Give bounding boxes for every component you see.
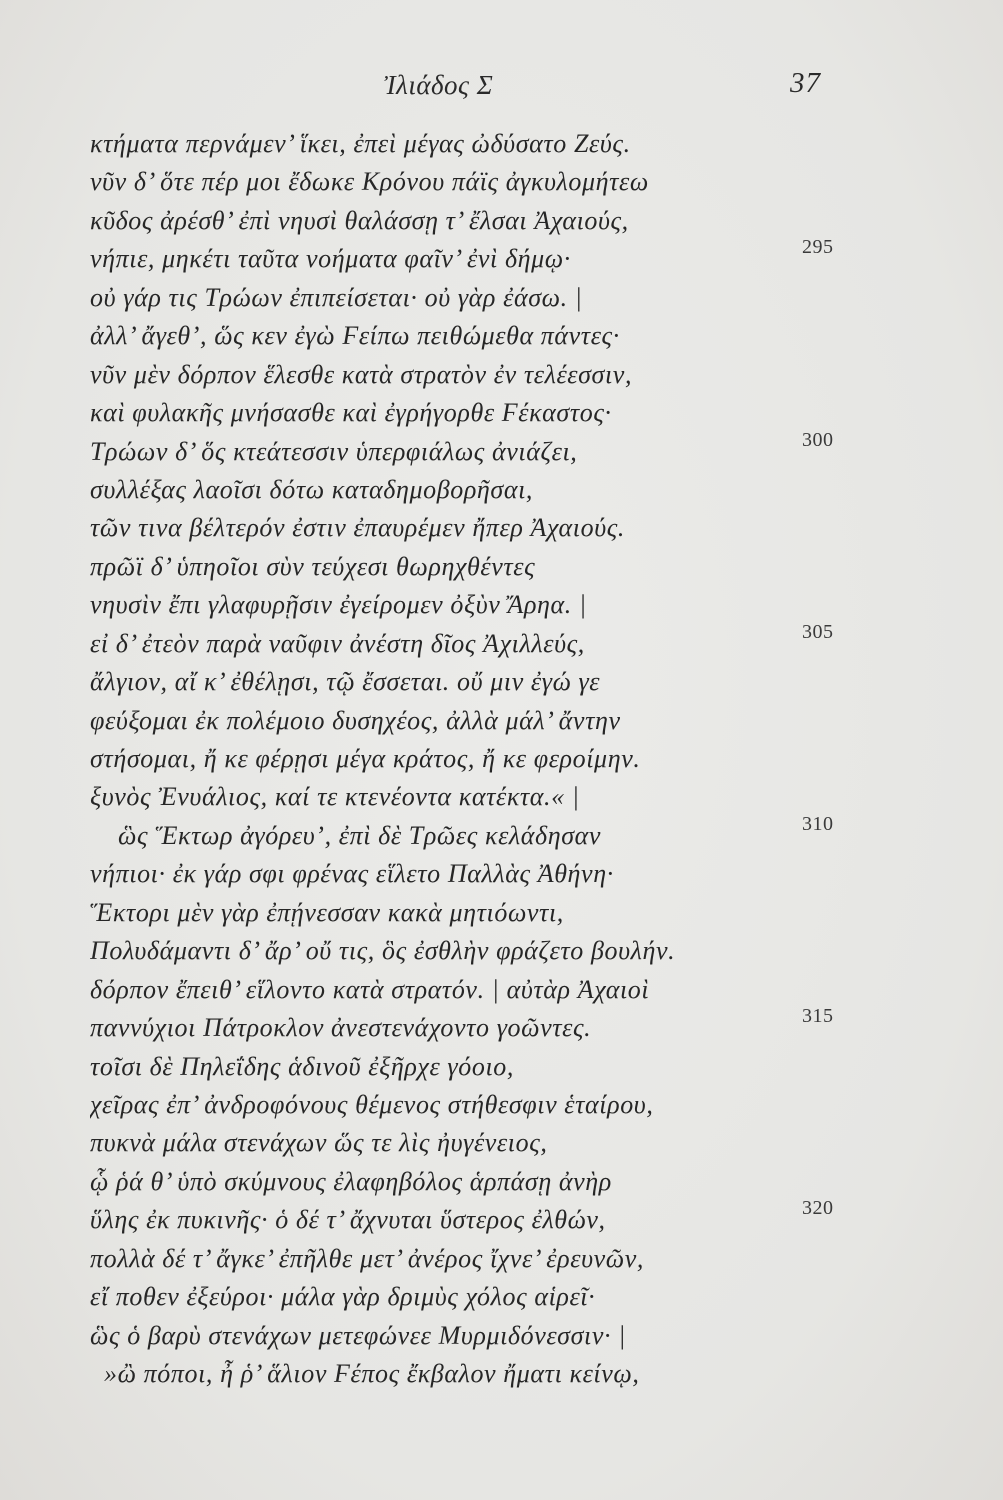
verse-text: ἀλλ’ ἄγεθ’, ὥς κεν ἐγὼ Ϝείπω πειθώμεθα πάντες· bbox=[90, 321, 620, 351]
verse-line bbox=[90, 321, 860, 359]
verse-line bbox=[90, 206, 860, 244]
running-title: Ἰλιάδος Σ bbox=[384, 70, 494, 100]
verse-text: νήπιε, μηκέτι ταῦτα νοήματα φαῖν’ ἐνὶ δήμῳ· bbox=[90, 244, 571, 274]
verse-text: εἰ δ’ ἐτεὸν παρὰ ναῦφιν ἀνέστη δῖος Ἀχιλλεύς, bbox=[90, 628, 585, 658]
verse-line bbox=[90, 428, 860, 475]
verse-text: νηυσὶν ἔπι γλαφυρῇσιν ἐγείρομεν ὀξὺν Ἄρηα. | bbox=[90, 590, 587, 620]
verse-line bbox=[90, 706, 860, 744]
verse-line bbox=[90, 475, 860, 513]
verse-line bbox=[90, 936, 860, 974]
line-number: 300 bbox=[802, 428, 834, 451]
verse-text: κῦδος ἀρέσθ’ ἐπὶ νηυσὶ θαλάσσῃ τ’ ἔλσαι Ἀχαιούς, bbox=[90, 205, 629, 235]
verse-text: νῦν δ’ ὅτε πέρ μοι ἔδωκε Κρόνου πάϊς ἀγκυλομήτεω bbox=[90, 167, 649, 197]
verse-line bbox=[90, 744, 860, 782]
verse-text: πυκνὰ μάλα στενάχων ὥς τε λὶς ἠυγένειος, bbox=[90, 1128, 548, 1158]
line-number: 295 bbox=[802, 236, 834, 259]
verse-line bbox=[90, 129, 860, 167]
verse-line bbox=[90, 1359, 860, 1397]
verse-line bbox=[90, 236, 860, 282]
verse-text: Ἕκτορι μὲν γὰρ ἐπῄνεσσαν κακὰ μητιόωντι, bbox=[90, 897, 564, 927]
verse-text: οὐ γάρ τις Τρώων ἐπιπείσεται· οὐ γὰρ ἐάσω. | bbox=[90, 282, 583, 312]
verse-text: Πολυδάμαντι δ’ ἄρ’ οὔ τις, ὃς ἐσθλὴν φράζετο βουλήν. bbox=[90, 936, 676, 966]
verse-text: ἄλγιον, αἴ κ’ ἐθέλῃσι, τῷ ἔσσεται. οὔ μιν ἐγώ γε bbox=[90, 667, 601, 697]
verse-text: συλλέξας λαοῖσι δότω καταδημοβορῆσαι, bbox=[90, 474, 534, 504]
verse-text: πολλὰ δέ τ’ ἄγκε’ ἐπῆλθε μετ’ ἀνέρος ἴχνε’ ἐρευνῶν, bbox=[90, 1243, 644, 1273]
verse-line bbox=[90, 859, 860, 897]
verse-line bbox=[90, 590, 860, 628]
line-number: 305 bbox=[802, 620, 834, 643]
verse-line bbox=[90, 1197, 860, 1243]
verse-block bbox=[90, 129, 860, 1397]
verse-line bbox=[90, 398, 860, 436]
verse-text: φεύξομαι ἐκ πολέμοιο δυσηχέος, ἀλλὰ μάλ’ ἄντην bbox=[90, 705, 621, 735]
line-number: 315 bbox=[802, 1005, 834, 1028]
verse-line bbox=[90, 782, 860, 820]
verse-text: ὣς Ἕκτωρ ἀγόρευ’, ἐπὶ δὲ Τρῶες κελάδησαν bbox=[118, 820, 602, 850]
verse-line bbox=[90, 167, 860, 205]
verse-line bbox=[90, 667, 860, 705]
verse-text: εἴ ποθεν ἐξεύροι· μάλα γὰρ δριμὺς χόλος αἱρεῖ· bbox=[90, 1282, 596, 1312]
verse-text: πρῶϊ δ’ ὑπηοῖοι σὺν τεύχεσι θωρηχθέντες bbox=[90, 551, 536, 581]
verse-line bbox=[90, 360, 860, 398]
verse-text: νήπιοι· ἐκ γάρ σφι φρένας εἵλετο Παλλὰς Ἀθήνη· bbox=[90, 859, 614, 889]
verse-line bbox=[90, 1244, 860, 1282]
verse-line bbox=[90, 552, 860, 590]
verse-text: τοῖσι δὲ Πηλεΐδης ἁδινοῦ ἐξῆρχε γόοιο, bbox=[90, 1051, 514, 1081]
verse-text: νῦν μὲν δόρπον ἕλεσθε κατὰ στρατὸν ἐν τελέεσσιν, bbox=[90, 359, 633, 389]
line-number: 320 bbox=[802, 1197, 834, 1220]
verse-line bbox=[90, 1090, 860, 1128]
verse-text: ξυνὸς Ἐνυάλιος, καί τε κτενέοντα κατέκτα.« | bbox=[90, 782, 580, 812]
verse-text: ὕλης ἐκ πυκινῆς· ὁ δέ τ’ ἄχνυται ὕστερος ἐλθών, bbox=[90, 1205, 606, 1235]
page-number: 37 bbox=[790, 67, 821, 99]
verse-line bbox=[90, 1128, 860, 1166]
verse-line bbox=[90, 975, 860, 1013]
verse-line bbox=[90, 1005, 860, 1051]
verse-line bbox=[90, 1282, 860, 1320]
verse-line bbox=[90, 1052, 860, 1090]
verse-line bbox=[90, 898, 860, 936]
verse-line bbox=[90, 620, 860, 667]
verse-text: »ὢ πόποι, ἦ ῥ’ ἅλιον Ϝέπος ἔκβαλον ἤματι κείνῳ, bbox=[104, 1359, 640, 1388]
verse-text: παννύχιοι Πάτροκλον ἀνεστενάχοντο γοῶντες. bbox=[90, 1013, 592, 1043]
verse-text: ᾧ ῥά θ’ ὑπὸ σκύμνους ἐλαφηβόλος ἁρπάσῃ ἀνὴρ bbox=[90, 1166, 612, 1196]
verse-text: κτήματα περνάμεν’ ἵκει, ἐπεὶ μέγας ὠδύσατο Ζεύς. bbox=[90, 129, 631, 158]
verse-text: Τρώων δ’ ὅς κτεάτεσσιν ὑπερφιάλως ἀνιάζει, bbox=[90, 436, 578, 466]
verse-line bbox=[90, 283, 860, 321]
verse-line bbox=[90, 513, 860, 551]
verse-line bbox=[90, 1167, 860, 1205]
verse-line bbox=[90, 812, 860, 859]
verse-text: χεῖρας ἐπ’ ἀνδροφόνους θέμενος στήθεσφιν ἑταίρου, bbox=[90, 1089, 654, 1119]
verse-text: δόρπον ἔπειθ’ εἵλοντο κατὰ στρατόν. | αὐτὰρ Ἀχαιοὶ bbox=[90, 974, 650, 1004]
verse-text: τῶν τινα βέλτερόν ἐστιν ἐπαυρέμεν ἤπερ Ἀχαιούς. bbox=[90, 513, 625, 543]
verse-text: στήσομαι, ἤ κε φέρῃσι μέγα κράτος, ἤ κε φεροίμην. bbox=[90, 744, 641, 773]
verse-line bbox=[90, 1321, 860, 1359]
line-number: 310 bbox=[802, 812, 834, 835]
verse-text: καὶ φυλακῆς μνήσασθε καὶ ἐγρήγορθε Ϝέκαστος· bbox=[90, 398, 612, 428]
verse-text: ὣς ὁ βαρὺ στενάχων μετεφώνεε Μυρμιδόνεσσιν· | bbox=[90, 1320, 626, 1350]
